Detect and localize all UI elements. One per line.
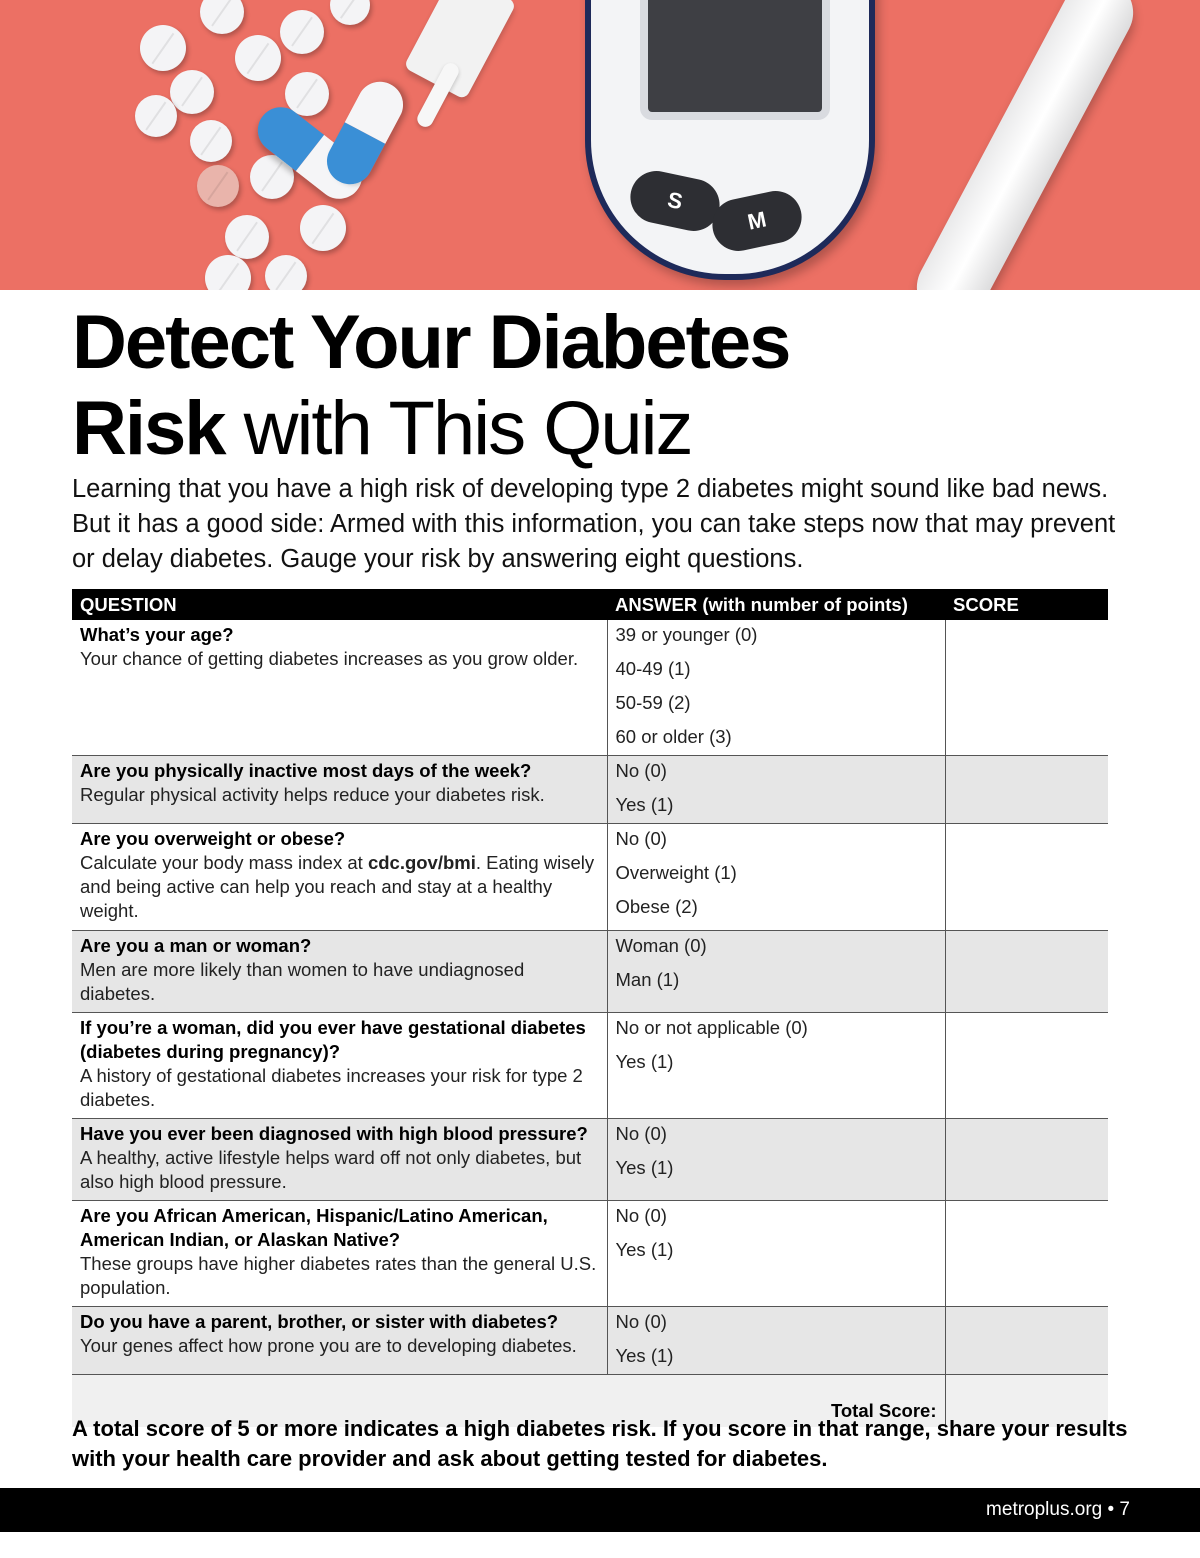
blue-capsule	[319, 74, 411, 193]
question-title: Are you overweight or obese?	[80, 828, 346, 849]
answer-option: No (0)	[615, 1123, 667, 1144]
answer-cell	[607, 1013, 945, 1119]
question-title: Have you ever been diagnosed with high blood pressure?	[80, 1123, 588, 1144]
answer-option: 60 or older (3)	[615, 726, 732, 747]
pill	[225, 215, 269, 259]
question-cell	[72, 1119, 607, 1201]
question-cell	[72, 931, 607, 1013]
table-row	[72, 824, 1108, 931]
vial	[403, 0, 516, 100]
answer-cell	[607, 1201, 945, 1307]
question-description: These groups have higher diabetes rates than the general U.S. population.	[80, 1253, 597, 1298]
score-cell[interactable]	[945, 1013, 1108, 1119]
lancing-pen	[905, 0, 1145, 290]
pill	[205, 255, 251, 290]
table-row	[72, 1013, 1108, 1119]
question-cell	[72, 1201, 607, 1307]
answer-option: Man (1)	[615, 969, 680, 990]
answer-cell	[607, 824, 945, 931]
bmi-link[interactable]: cdc.gov/bmi	[367, 852, 476, 873]
header-question: QUESTION	[72, 589, 607, 620]
title-line2-rest: with This Quiz	[224, 386, 692, 471]
answer-cell	[607, 1307, 945, 1375]
question-title: What’s your age?	[80, 624, 234, 645]
table-row	[72, 1119, 1108, 1201]
table-row	[72, 931, 1108, 1013]
answer-option: 40-49 (1)	[615, 658, 691, 679]
table-row	[72, 1307, 1108, 1375]
table-row	[72, 756, 1108, 824]
question-description: Regular physical activity helps reduce your diabetes risk.	[80, 784, 545, 805]
page-footer	[0, 1488, 1200, 1532]
score-cell[interactable]	[945, 1201, 1108, 1307]
question-description: Your chance of getting diabetes increases as you grow older.	[80, 648, 579, 669]
header-answer: ANSWER (with number of points)	[607, 589, 945, 620]
pill	[190, 120, 232, 162]
question-title: Are you African American, Hispanic/Latino American, American Indian, or Alaskan Native?	[80, 1205, 548, 1250]
answer-option: No (0)	[615, 828, 667, 849]
score-cell[interactable]	[945, 931, 1108, 1013]
answer-option: No (0)	[615, 760, 667, 781]
answer-option: Obese (2)	[615, 896, 698, 917]
answer-option: Yes (1)	[615, 1157, 674, 1178]
page-title	[72, 300, 1132, 472]
pill	[330, 0, 370, 25]
title-line1: Detect Your Diabetes	[72, 300, 790, 385]
conclusion-text: A total score of 5 or more indicates a high diabetes risk. If you score in that range, share your results with your health care provider and ask about getting tested for diabetes.	[72, 1416, 1128, 1471]
pill	[200, 0, 244, 34]
score-cell[interactable]	[945, 1119, 1108, 1201]
answer-option: Yes (1)	[615, 794, 674, 815]
question-title: Are you a man or woman?	[80, 935, 312, 956]
question-title: Do you have a parent, brother, or sister with diabetes?	[80, 1311, 559, 1332]
meter-button-s: S	[626, 166, 725, 236]
title-line2-bold: Risk	[72, 386, 225, 471]
total-score-label: Total Score:	[72, 1375, 945, 1427]
table-row	[72, 1201, 1108, 1307]
pill	[170, 70, 214, 114]
question-cell	[72, 824, 607, 931]
answer-option: Overweight (1)	[615, 862, 737, 883]
answer-option: Yes (1)	[615, 1051, 674, 1072]
meter-button-m: M	[708, 186, 807, 256]
header-score: SCORE	[945, 589, 1108, 620]
answer-option: No (0)	[615, 1205, 667, 1226]
score-cell[interactable]	[945, 620, 1108, 756]
question-description: Your genes affect how prone you are to developing diabetes.	[80, 1335, 577, 1356]
answer-option: Yes (1)	[615, 1345, 674, 1366]
answer-cell	[607, 620, 945, 756]
glucose-meter-screen	[640, 0, 830, 120]
question-cell	[72, 1307, 607, 1375]
question-cell	[72, 1013, 607, 1119]
question-description	[80, 851, 599, 923]
question-cell	[72, 756, 607, 824]
question-description: A history of gestational diabetes increases your risk for type 2 diabetes.	[80, 1065, 583, 1110]
pill	[235, 35, 281, 81]
bmi-text-post: . Eating wisely and being active can help you reach and stay at a healthy weight.	[80, 852, 595, 921]
score-cell[interactable]	[945, 1307, 1108, 1375]
pill	[265, 255, 307, 290]
pill	[135, 95, 177, 137]
pill	[300, 205, 346, 251]
answer-option: No or not applicable (0)	[615, 1017, 808, 1038]
quiz-table	[72, 589, 1108, 1427]
table-header-row	[72, 589, 1108, 620]
answer-option: Yes (1)	[615, 1239, 674, 1260]
pill	[140, 25, 186, 71]
footer-text: metroplus.org • 7	[986, 1499, 1130, 1520]
question-description: Men are more likely than women to have undiagnosed diabetes.	[80, 959, 525, 1004]
answer-option: 39 or younger (0)	[615, 624, 758, 645]
question-title: If you’re a woman, did you ever have gestational diabetes (diabetes during pregnancy)?	[80, 1017, 586, 1062]
table-row	[72, 620, 1108, 756]
answer-option: 50-59 (2)	[615, 692, 691, 713]
answer-option: No (0)	[615, 1311, 667, 1332]
intro-paragraph: Learning that you have a high risk of developing type 2 diabetes might sound like bad news. But it has a good side: Armed with this information, you can take steps now that may prevent or delay diabetes. Gauge your risk by answering eight questions.	[72, 475, 1116, 573]
pill	[280, 10, 324, 54]
answer-cell	[607, 931, 945, 1013]
question-cell	[72, 620, 607, 756]
hero-photo	[0, 0, 1200, 290]
answer-option: Woman (0)	[615, 935, 707, 956]
pink-pill	[197, 165, 239, 207]
score-cell[interactable]	[945, 824, 1108, 931]
question-title: Are you physically inactive most days of the week?	[80, 760, 532, 781]
bmi-text-pre: Calculate your body mass index at	[80, 852, 368, 873]
answer-cell	[607, 756, 945, 824]
score-cell[interactable]	[945, 756, 1108, 824]
question-description: A healthy, active lifestyle helps ward off not only diabetes, but also high blood pressure.	[80, 1147, 582, 1192]
answer-cell	[607, 1119, 945, 1201]
